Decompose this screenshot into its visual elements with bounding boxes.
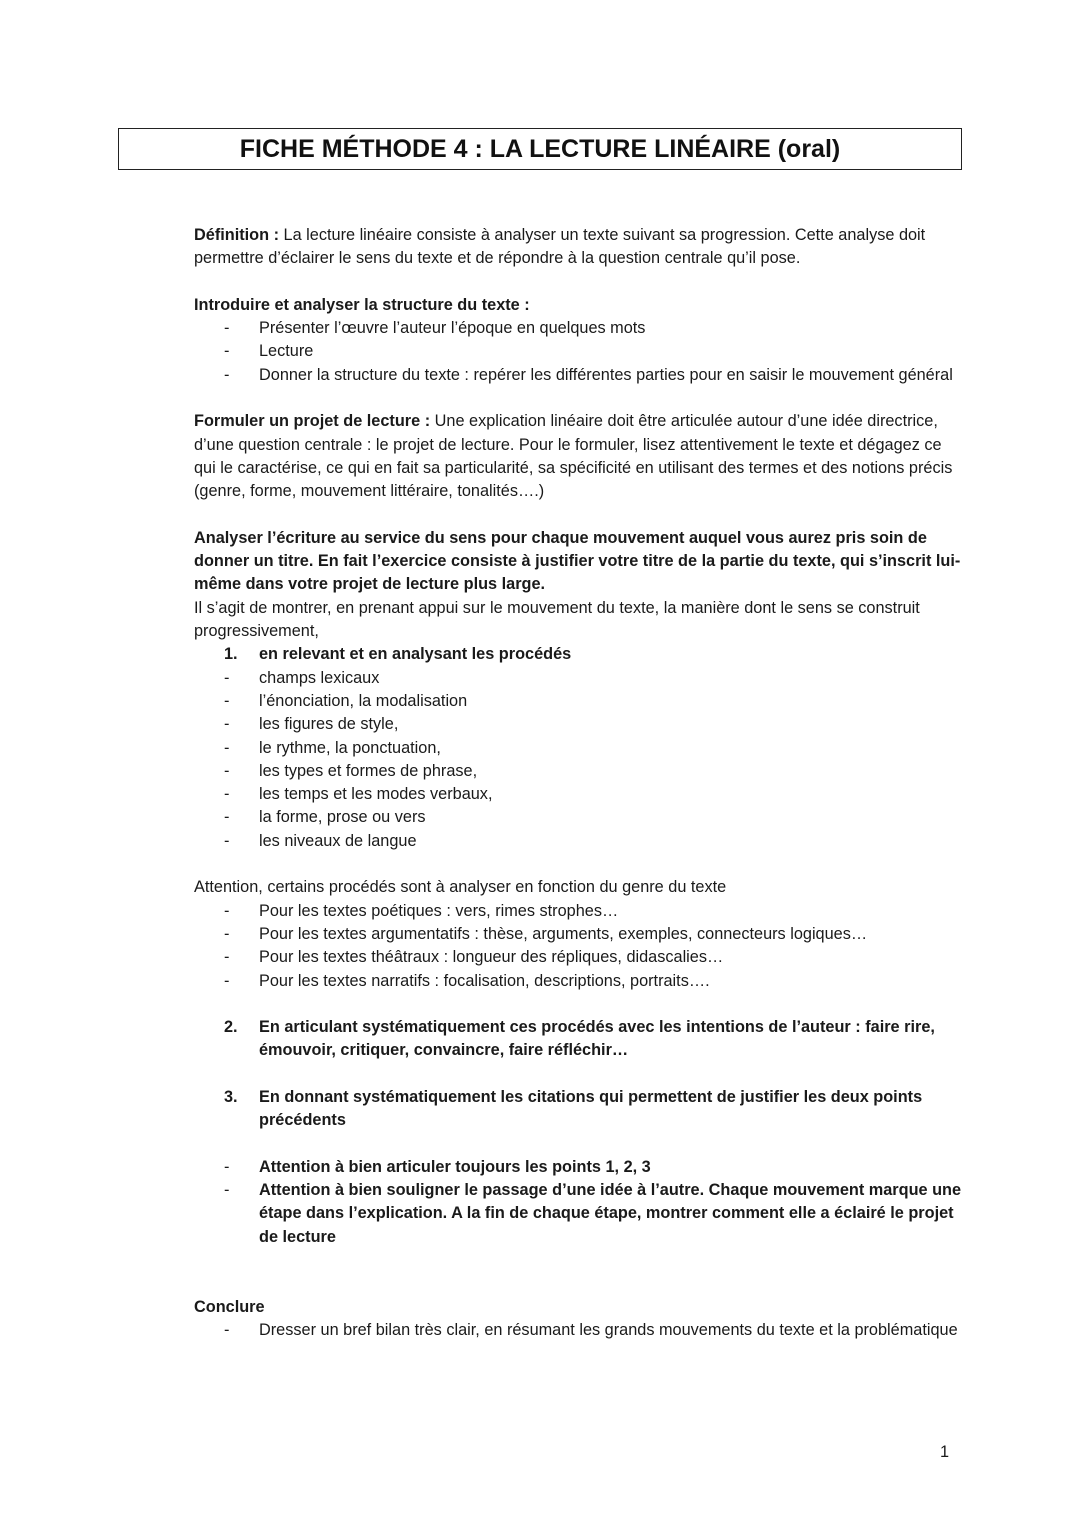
projet-paragraph <box>194 410 964 503</box>
bullet-dash: - <box>224 1320 230 1339</box>
step-3 <box>194 1086 964 1133</box>
list-item <box>194 1319 964 1342</box>
bullet-dash: - <box>224 342 230 361</box>
list-item <box>194 340 964 363</box>
bullet-dash: - <box>224 319 230 338</box>
list-item-text: champs lexicaux <box>259 668 380 687</box>
bullet-dash: - <box>224 785 230 804</box>
definition-label: Définition : <box>194 226 280 244</box>
step-text: En donnant systématiquement les citations qui permettent de justifier les deux points précédents <box>259 1087 923 1130</box>
projet-text: Une explication linéaire doit être articulée autour d’une idée directrice, d’une question centrale : le projet de lecture. Pour le formuler, lisez attentivement le texte et dégagez ce qui le caractérise, ce qui en fait sa particularité, sa spécificité en utilisant des termes et des notions précis (genre, forme, mouvement littéraire, tonalités….) <box>194 412 953 501</box>
bullet-dash: - <box>224 1181 230 1200</box>
analyser-intro: Il s’agit de montrer, en prenant appui sur le mouvement du texte, la manière dont le sens se construit progressivement, <box>194 598 920 641</box>
list-item-text: les types et formes de phrase, <box>259 761 478 780</box>
conclure-heading: Conclure <box>194 1297 265 1316</box>
list-item-text: les figures de style, <box>259 715 399 734</box>
step-number: 3. <box>224 1087 238 1106</box>
document-body <box>194 224 964 1342</box>
list-item-text: Dresser un bref bilan très clair, en résumant les grands mouvements du texte et la problématique <box>259 1320 958 1339</box>
bullet-dash: - <box>224 901 230 920</box>
step-1 <box>194 643 964 666</box>
bullet-dash: - <box>224 808 230 827</box>
list-item-text: les temps et les modes verbaux, <box>259 785 493 804</box>
list-item <box>194 946 964 969</box>
list-item-text: la forme, prose ou vers <box>259 808 426 827</box>
list-item <box>194 364 964 387</box>
list-item-text: Présenter l’œuvre l’auteur l’époque en quelques mots <box>259 319 646 338</box>
list-item <box>194 830 964 853</box>
list-item <box>194 1156 964 1179</box>
list-item <box>194 923 964 946</box>
list-item-text: Donner la structure du texte : repérer les différentes parties pour en saisir le mouvement général <box>259 365 953 384</box>
list-item-text: l’énonciation, la modalisation <box>259 691 468 710</box>
step-number: 2. <box>224 1018 238 1037</box>
bullet-dash: - <box>224 971 230 990</box>
definition-text: La lecture linéaire consiste à analyser un texte suivant sa progression. Cette analyse doit permettre d’éclairer le sens du texte et de répondre à la question centrale qu’il pose. <box>194 226 926 268</box>
list-item <box>194 970 964 993</box>
bullet-dash: - <box>224 761 230 780</box>
list-item <box>194 1179 964 1249</box>
attention-intro: Attention, certains procédés sont à analyser en fonction du genre du texte <box>194 878 727 897</box>
projet-label: Formuler un projet de lecture : <box>194 412 431 431</box>
bullet-dash: - <box>224 668 230 687</box>
list-item-text: Lecture <box>259 342 314 361</box>
list-item <box>194 317 964 340</box>
bullet-dash: - <box>224 738 230 757</box>
definition-paragraph <box>194 224 964 271</box>
list-item <box>194 737 964 760</box>
introduire-heading: Introduire et analyser la structure du texte : <box>194 295 530 314</box>
bullet-dash: - <box>224 691 230 710</box>
bullet-dash: - <box>224 365 230 384</box>
bullet-dash: - <box>224 924 230 943</box>
bullet-dash: - <box>224 1157 230 1176</box>
step-2 <box>194 1016 964 1063</box>
list-item-text: Pour les textes narratifs : focalisation, descriptions, portraits…. <box>259 971 710 990</box>
list-item-text: les niveaux de langue <box>259 831 417 850</box>
list-item <box>194 690 964 713</box>
page-title: FICHE MÉTHODE 4 : LA LECTURE LINÉAIRE (oral) <box>118 128 962 170</box>
list-item <box>194 806 964 829</box>
list-item-text: Pour les textes poétiques : vers, rimes strophes… <box>259 901 619 920</box>
list-item-text: Pour les textes théâtraux : longueur des répliques, didascalies… <box>259 948 724 967</box>
analyser-section <box>194 527 964 1249</box>
page-number: 1 <box>940 1443 950 1461</box>
introduire-section <box>194 294 964 387</box>
step-number: 1. <box>224 645 238 664</box>
list-item-text: Attention à bien articuler toujours les points 1, 2, 3 <box>259 1157 651 1176</box>
list-item-text: Pour les textes argumentatifs : thèse, arguments, exemples, connecteurs logiques… <box>259 924 868 943</box>
list-item <box>194 900 964 923</box>
list-item <box>194 713 964 736</box>
list-item-text: le rythme, la ponctuation, <box>259 738 441 757</box>
bullet-dash: - <box>224 715 230 734</box>
list-item-text: Attention à bien souligner le passage d’une idée à l’autre. Chaque mouvement marque une étape dans l’explication. A la fin de chaque étape, montrer comment elle a éclairé le projet de lecture <box>259 1181 962 1246</box>
list-item <box>194 667 964 690</box>
bullet-dash: - <box>224 831 230 850</box>
list-item <box>194 783 964 806</box>
analyser-heading: Analyser l’écriture au service du sens pour chaque mouvement auquel vous aurez pris soin de donner un titre. En fait l’exercice consiste à justifier votre titre de la partie du texte, qui s’inscrit lui-même dans votre projet de lecture plus large. <box>194 528 961 594</box>
step-text: en relevant et en analysant les procédés <box>259 645 572 664</box>
conclure-section <box>194 1296 964 1343</box>
step-text: En articulant systématiquement ces procédés avec les intentions de l’auteur : faire rire, émouvoir, critiquer, convaincre, faire réfléchir… <box>259 1018 935 1060</box>
bullet-dash: - <box>224 948 230 967</box>
list-item <box>194 760 964 783</box>
